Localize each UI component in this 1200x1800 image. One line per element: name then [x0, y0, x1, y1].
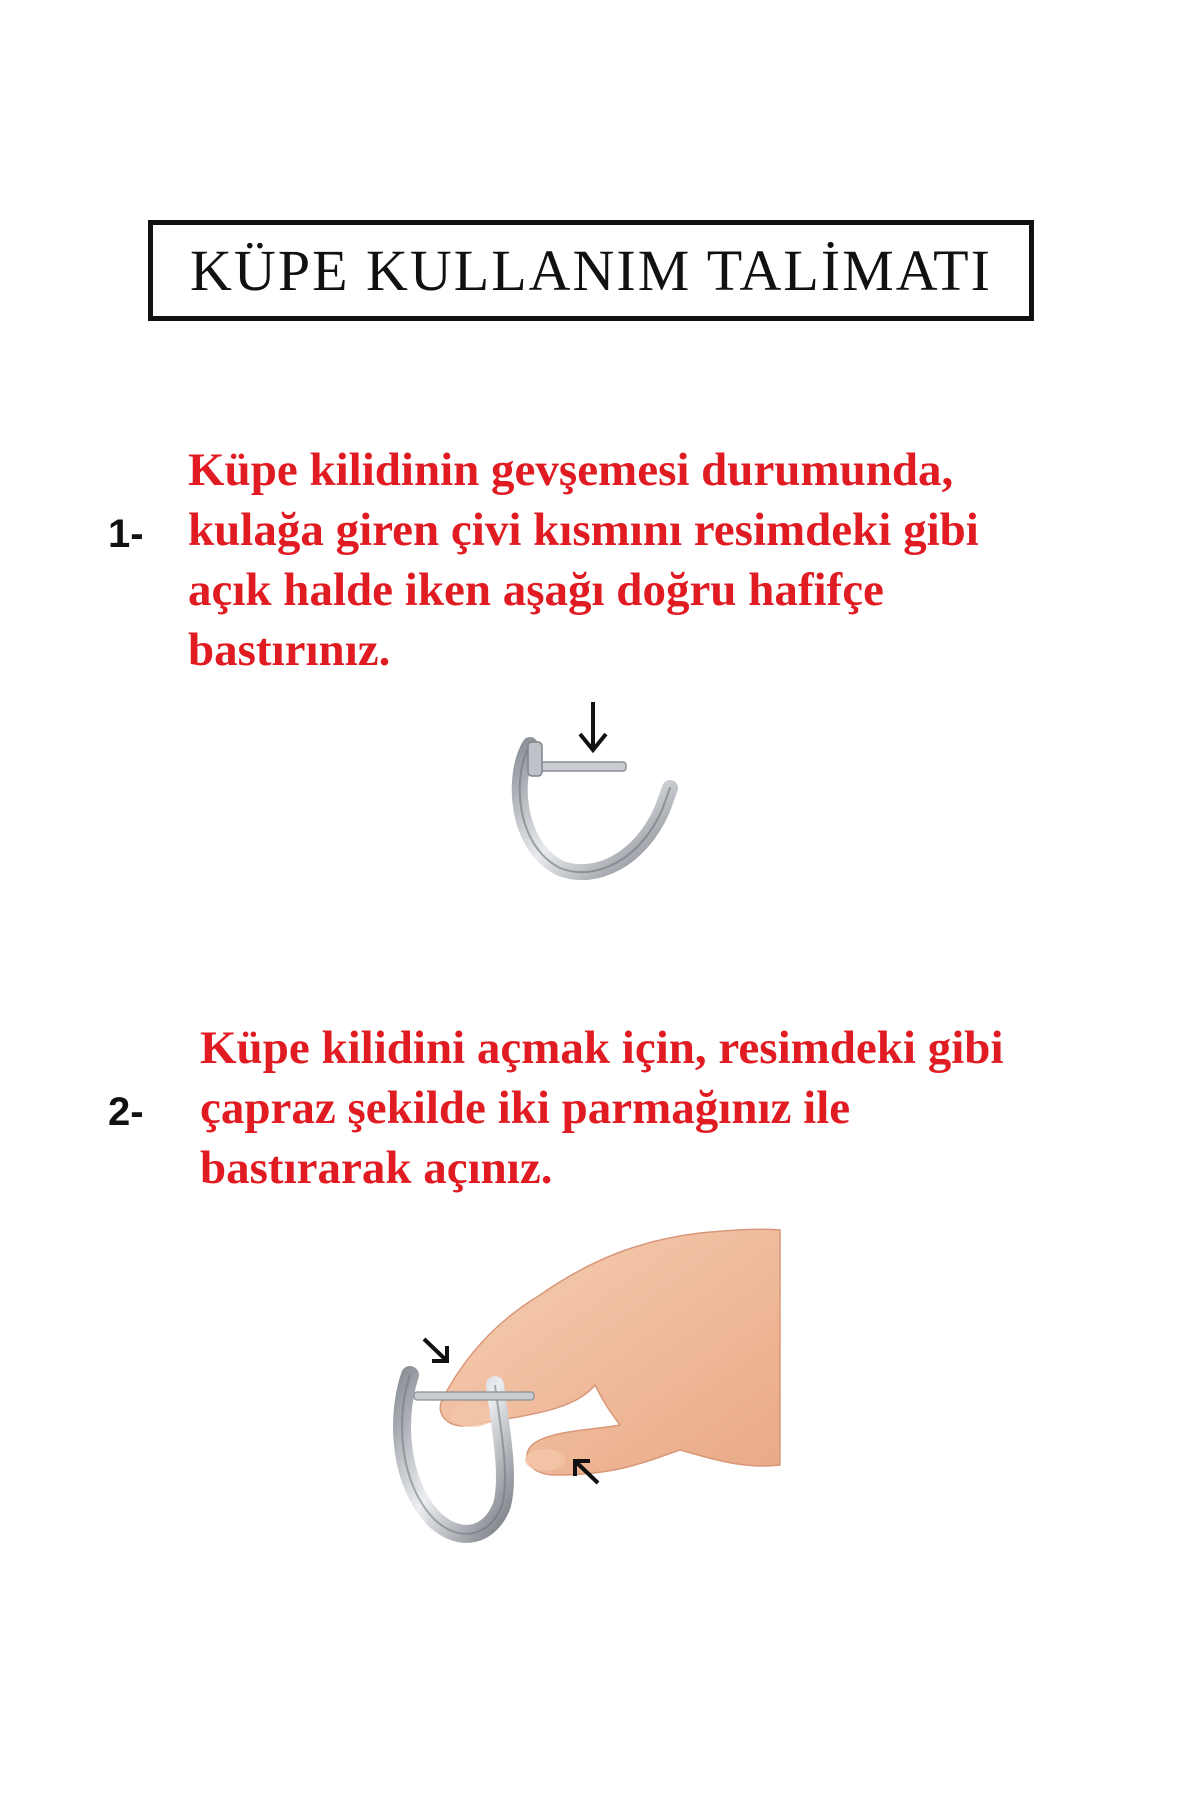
step-1-line: kulağa giren çivi kısmını resimdeki gibi: [188, 504, 979, 556]
step-2-line: Küpe kilidini açmak için, resimdeki gibi: [200, 1022, 1004, 1074]
open-earring-illustration: [490, 690, 710, 910]
step-1-line: bastırınız.: [188, 624, 391, 676]
diagonal-arrow-icon: [424, 1339, 447, 1361]
title-box: [148, 220, 1034, 321]
step-1-text: [188, 440, 979, 680]
step-2-text: [200, 1018, 1004, 1198]
step-1-line: açık halde iken aşağı doğru hafifçe: [188, 564, 884, 616]
step-1-number: 1-: [108, 512, 144, 556]
step-1-line: Küpe kilidinin gevşemesi durumunda,: [188, 444, 954, 496]
step-2-line: bastırarak açınız.: [200, 1142, 553, 1194]
hoop-earring-icon: [520, 742, 670, 872]
step-2-number: 2-: [108, 1090, 144, 1134]
hand-icon: [440, 1229, 780, 1475]
page-title: KÜPE KULLANIM TALİMATI: [190, 238, 992, 303]
hand-pinching-earring-illustration: [380, 1225, 800, 1585]
down-arrow-icon: [580, 702, 606, 750]
hoop-earring-icon: [402, 1375, 534, 1534]
step-2-line: çapraz şekilde iki parmağınız ile: [200, 1082, 851, 1134]
